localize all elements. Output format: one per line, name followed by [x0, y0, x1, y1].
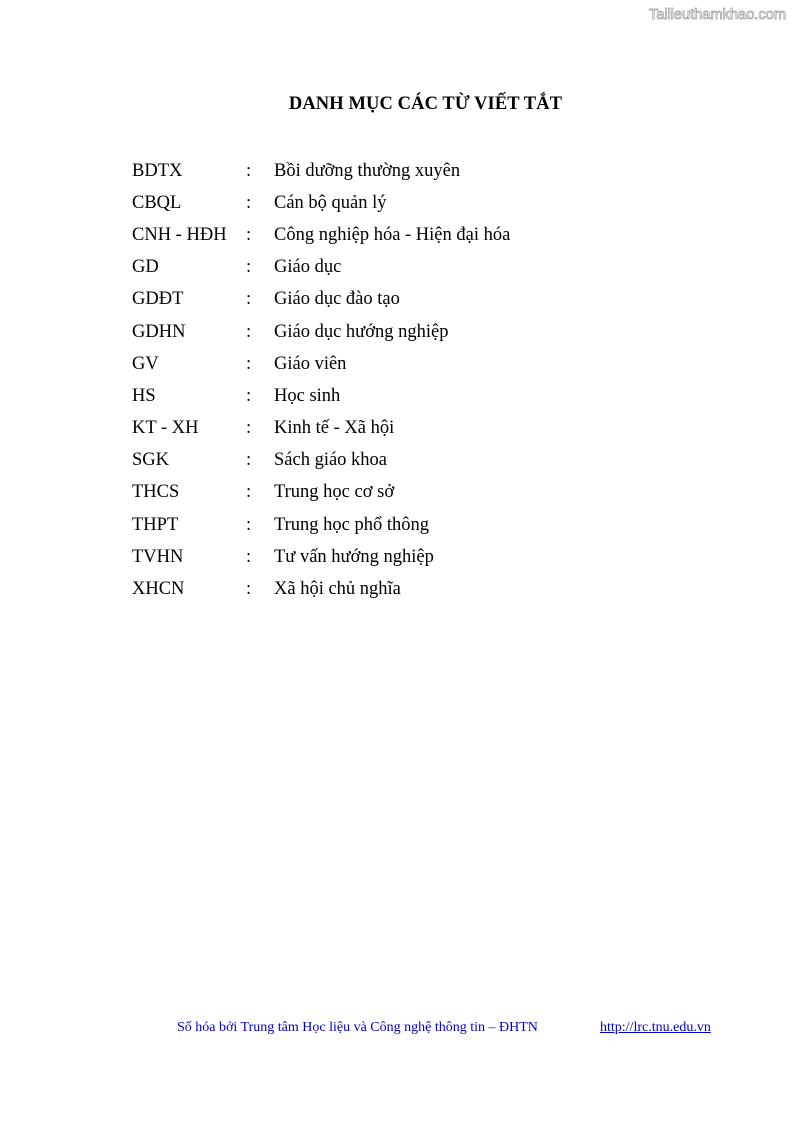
abbreviation-separator: :: [246, 257, 252, 278]
abbreviation-separator: :: [246, 385, 252, 406]
abbreviation-term: THCS: [132, 482, 180, 503]
abbreviation-separator: :: [246, 353, 252, 374]
abbreviation-row: [132, 155, 510, 187]
footer-link[interactable]: http://lrc.tnu.edu.vn: [600, 1020, 711, 1035]
abbreviation-term: CNH - HĐH: [132, 224, 227, 245]
abbreviation-row: [132, 284, 510, 316]
abbreviation-row: [132, 380, 510, 412]
abbreviation-term: TVHN: [132, 546, 184, 567]
abbreviation-meaning: Giáo dục: [274, 257, 342, 278]
abbreviation-meaning: Cán bộ quản lý: [274, 192, 387, 213]
abbreviation-meaning: Trung học cơ sở: [274, 482, 395, 503]
abbreviation-row: [132, 316, 510, 348]
abbreviation-row: [132, 477, 510, 509]
abbreviation-separator: :: [246, 321, 252, 342]
abbreviation-row: [132, 348, 510, 380]
abbreviation-term: KT - XH: [132, 418, 199, 439]
abbreviation-row: [132, 219, 510, 251]
abbreviation-row: [132, 509, 510, 541]
abbreviation-meaning: Giáo dục hướng nghiệp: [274, 321, 449, 342]
abbreviation-term: XHCN: [132, 579, 185, 600]
abbreviation-meaning: Tư vấn hướng nghiệp: [274, 546, 434, 567]
abbreviation-list: [132, 155, 510, 606]
abbreviation-term: THPT: [132, 514, 179, 535]
abbreviation-term: BDTX: [132, 160, 183, 181]
abbreviation-meaning: Công nghiệp hóa - Hiện đại hóa: [274, 224, 511, 245]
abbreviation-meaning: Giáo viên: [274, 353, 347, 374]
abbreviation-separator: :: [246, 482, 252, 503]
page-title: DANH MỤC CÁC TỪ VIẾT TẮT: [288, 94, 563, 114]
abbreviation-term: GV: [132, 353, 159, 374]
abbreviation-separator: :: [246, 546, 252, 567]
abbreviation-separator: :: [246, 418, 252, 439]
abbreviation-row: [132, 252, 510, 284]
abbreviation-term: CBQL: [132, 192, 182, 213]
abbreviation-separator: :: [246, 514, 252, 535]
abbreviation-separator: :: [246, 192, 252, 213]
abbreviation-meaning: Bồi dưỡng thường xuyên: [274, 160, 461, 181]
abbreviation-separator: :: [246, 224, 252, 245]
watermark: Tailieuthamkhao.com: [648, 6, 786, 23]
abbreviation-meaning: Học sinh: [274, 385, 341, 406]
abbreviation-row: [132, 445, 510, 477]
abbreviation-term: GDĐT: [132, 289, 184, 310]
footer-text: Số hóa bởi Trung tâm Học liệu và Công nghệ thông tin – ĐHTN: [177, 1020, 538, 1035]
abbreviation-meaning: Giáo dục đào tạo: [274, 289, 400, 310]
abbreviation-term: SGK: [132, 450, 170, 471]
abbreviation-separator: :: [246, 579, 252, 600]
abbreviation-separator: :: [246, 450, 252, 471]
abbreviation-term: GDHN: [132, 321, 186, 342]
abbreviation-term: GD: [132, 257, 159, 278]
abbreviation-meaning: Sách giáo khoa: [274, 450, 388, 471]
abbreviation-term: HS: [132, 385, 156, 406]
abbreviation-separator: :: [246, 289, 252, 310]
abbreviation-row: [132, 413, 510, 445]
abbreviation-row: [132, 541, 510, 573]
abbreviation-row: [132, 187, 510, 219]
abbreviation-meaning: Trung học phổ thông: [274, 514, 430, 535]
abbreviation-row: [132, 573, 510, 605]
abbreviation-separator: :: [246, 160, 252, 181]
abbreviation-meaning: Kinh tế - Xã hội: [274, 418, 395, 439]
abbreviation-meaning: Xã hội chủ nghĩa: [274, 579, 401, 600]
